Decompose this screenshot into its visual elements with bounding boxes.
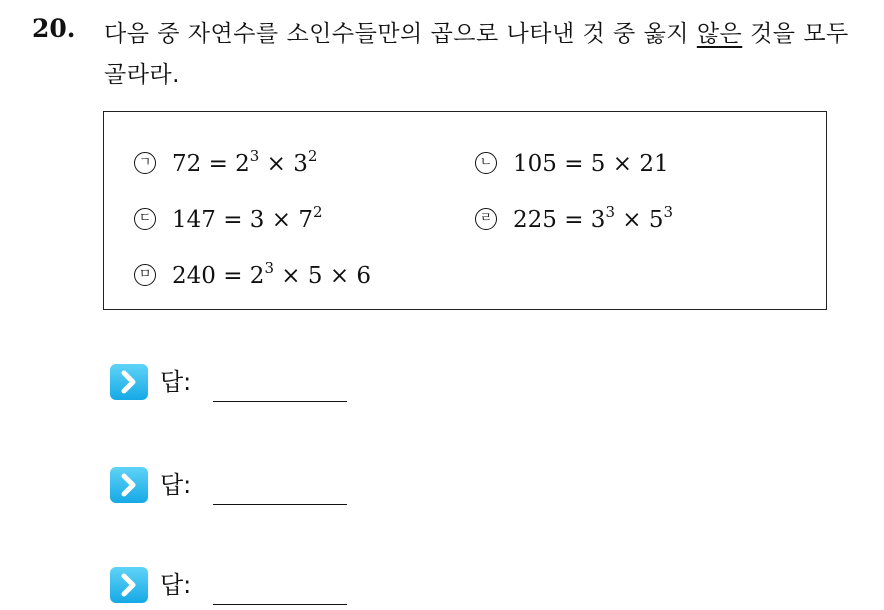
circled-marker-icon: ㄱ	[134, 152, 156, 174]
expression-text: 72 = 2	[172, 151, 250, 177]
circled-marker-icon: ㄹ	[475, 208, 497, 230]
answer-blank[interactable]	[213, 504, 347, 505]
question-text	[104, 14, 874, 96]
choice-5	[134, 259, 372, 289]
expression-text: × 5 × 6	[273, 263, 372, 289]
question-number: 20.	[32, 14, 76, 43]
answer-row	[110, 465, 370, 505]
circled-marker-icon: ㄷ	[134, 208, 156, 230]
choice-3	[134, 203, 323, 233]
expression-text: 240 = 2	[172, 263, 265, 289]
answer-blank[interactable]	[213, 401, 347, 402]
choice-1	[134, 147, 318, 177]
exponent: 3	[249, 147, 260, 165]
choice-expression	[172, 147, 318, 177]
circled-marker-icon: ㄴ	[475, 152, 497, 174]
answer-row	[110, 362, 370, 402]
answer-label: 답:	[160, 368, 192, 396]
choice-expression	[172, 203, 323, 233]
question-text-part1: 다음 중 자연수를 소인수들만의 곱으로 나타낸 것 중 옳지	[104, 21, 697, 47]
exponent: 3	[605, 203, 615, 221]
chevron-right-icon	[110, 467, 148, 503]
choices-box	[103, 111, 827, 310]
choice-expression	[172, 259, 372, 289]
choice-2	[475, 151, 669, 177]
answer-blank[interactable]	[213, 604, 347, 605]
question-text-part2: 것을 모두 골라라.	[104, 21, 849, 88]
chevron-right-icon	[110, 364, 148, 400]
exponent: 2	[312, 203, 323, 221]
question-text-underlined: 않은	[696, 21, 743, 47]
expression-text: 147 = 3 × 7	[172, 207, 313, 233]
answer-row	[110, 565, 370, 605]
expression-text: 105 = 5 × 21	[513, 151, 669, 177]
choice-expression	[513, 203, 674, 233]
choice-expression	[513, 151, 669, 177]
answer-label: 답:	[160, 471, 192, 499]
answer-label: 답:	[160, 571, 192, 599]
exponent: 3	[663, 203, 674, 221]
exponent: 3	[264, 259, 274, 277]
expression-text: 225 = 3	[513, 207, 606, 233]
circled-marker-icon: ㅁ	[134, 264, 156, 286]
choice-4	[475, 203, 674, 233]
exponent: 2	[307, 147, 318, 165]
chevron-right-icon	[110, 567, 148, 603]
expression-text: × 5	[614, 207, 664, 233]
expression-text: × 3	[259, 151, 308, 177]
